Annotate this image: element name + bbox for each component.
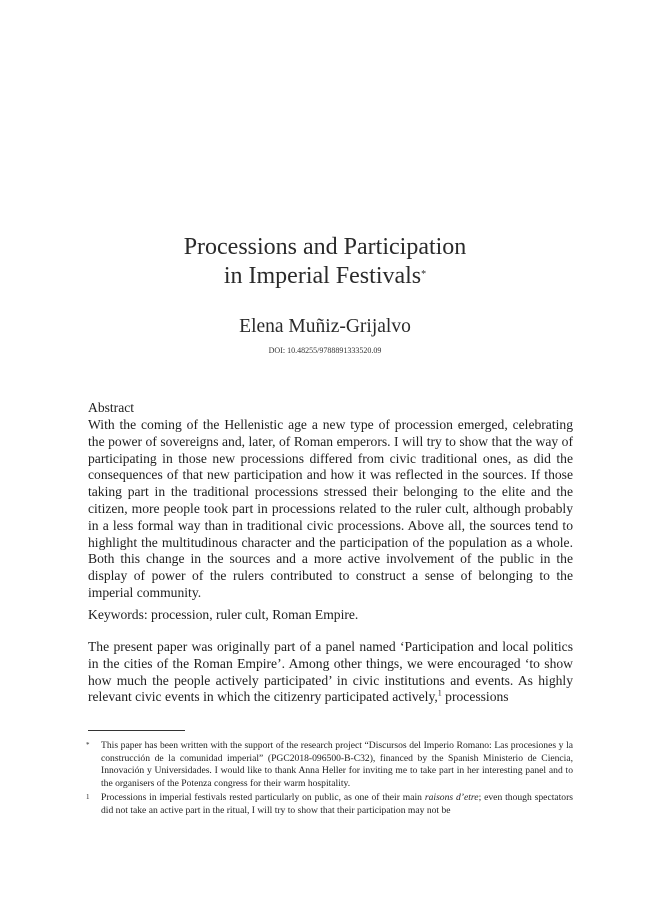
article-title-line-2: in Imperial Festivals — [223, 263, 422, 289]
intro-text: The present paper was originally part of a panel named ‘Participation and local politics in the cities of the Roman Empire’. Among other things, we were encouraged ‘to show how much the people actively participated’ in civic institutions and events. As highly relevant civic events in which the citizenry participated actively, — [88, 639, 573, 705]
footnote-text — [88, 792, 573, 817]
abstract-heading: Abstract — [88, 400, 135, 415]
footnote-1 — [88, 792, 573, 817]
footnote-text: This paper has been written with the support of the research project “Discursos del Imperio Romano: Las procesiones y la construcción de la comunidad imperial” (PGC2018-096500-B-C32), financed by the Spanish Ministerio de Ciencia, Innovación y Universidades. I would like to thank Anna Heller for inviting me to take part in her interesting panel and to the organisers of the Potenza congress for their warm hospitality. — [101, 740, 573, 790]
footnote-text-part: Processions in imperial festivals rested particularly on public, as one of their main — [101, 792, 425, 803]
doi: DOI: 10.48255/9788891333520.09 — [268, 346, 382, 355]
footnote-italic-phrase: raisons d’etre — [424, 792, 479, 803]
footnote-separator — [88, 730, 185, 731]
article-title — [0, 233, 650, 291]
footnote-ref-1: 1 — [437, 688, 442, 698]
author-name: Elena Muñiz-Grijalvo — [239, 316, 411, 337]
footnote-text-part: ; even though spectators did not take an active part in the ritual, I will try to show that their participation may not be — [101, 792, 574, 816]
keywords: Keywords: procession, ruler cult, Roman Empire. — [88, 607, 359, 622]
footnote-mark: 1 — [86, 793, 90, 801]
intro-paragraph — [88, 639, 573, 706]
footnote-mark: * — [86, 741, 90, 749]
article-title-line-1: Processions and Participation — [183, 234, 467, 260]
title-footnote-mark: * — [421, 269, 427, 280]
intro-text-tail: processions — [441, 689, 509, 705]
abstract-text: With the coming of the Hellenistic age a new type of procession emerged, celebrating the power of sovereigns and, later, of Roman emperors. I will try to show that the way of participating in those new processions differed from civic traditional ones, as did the consequences of that new participation and how it was reflected in the sources. If those taking part in the traditional processions stressed their belonging to the elite and the citizen, more people took part in processions related to the ruler cult, although probably in a less formal way than in traditional civic processions. Above all, the sources tend to highlight the multitudinous character and the participation of the population as a whole. Both this change in the sources and a more active involvement of the public in the display of power of the rulers contributed to construct a sense of belonging to the imperial community. — [88, 417, 573, 600]
footnote-star — [88, 740, 573, 791]
